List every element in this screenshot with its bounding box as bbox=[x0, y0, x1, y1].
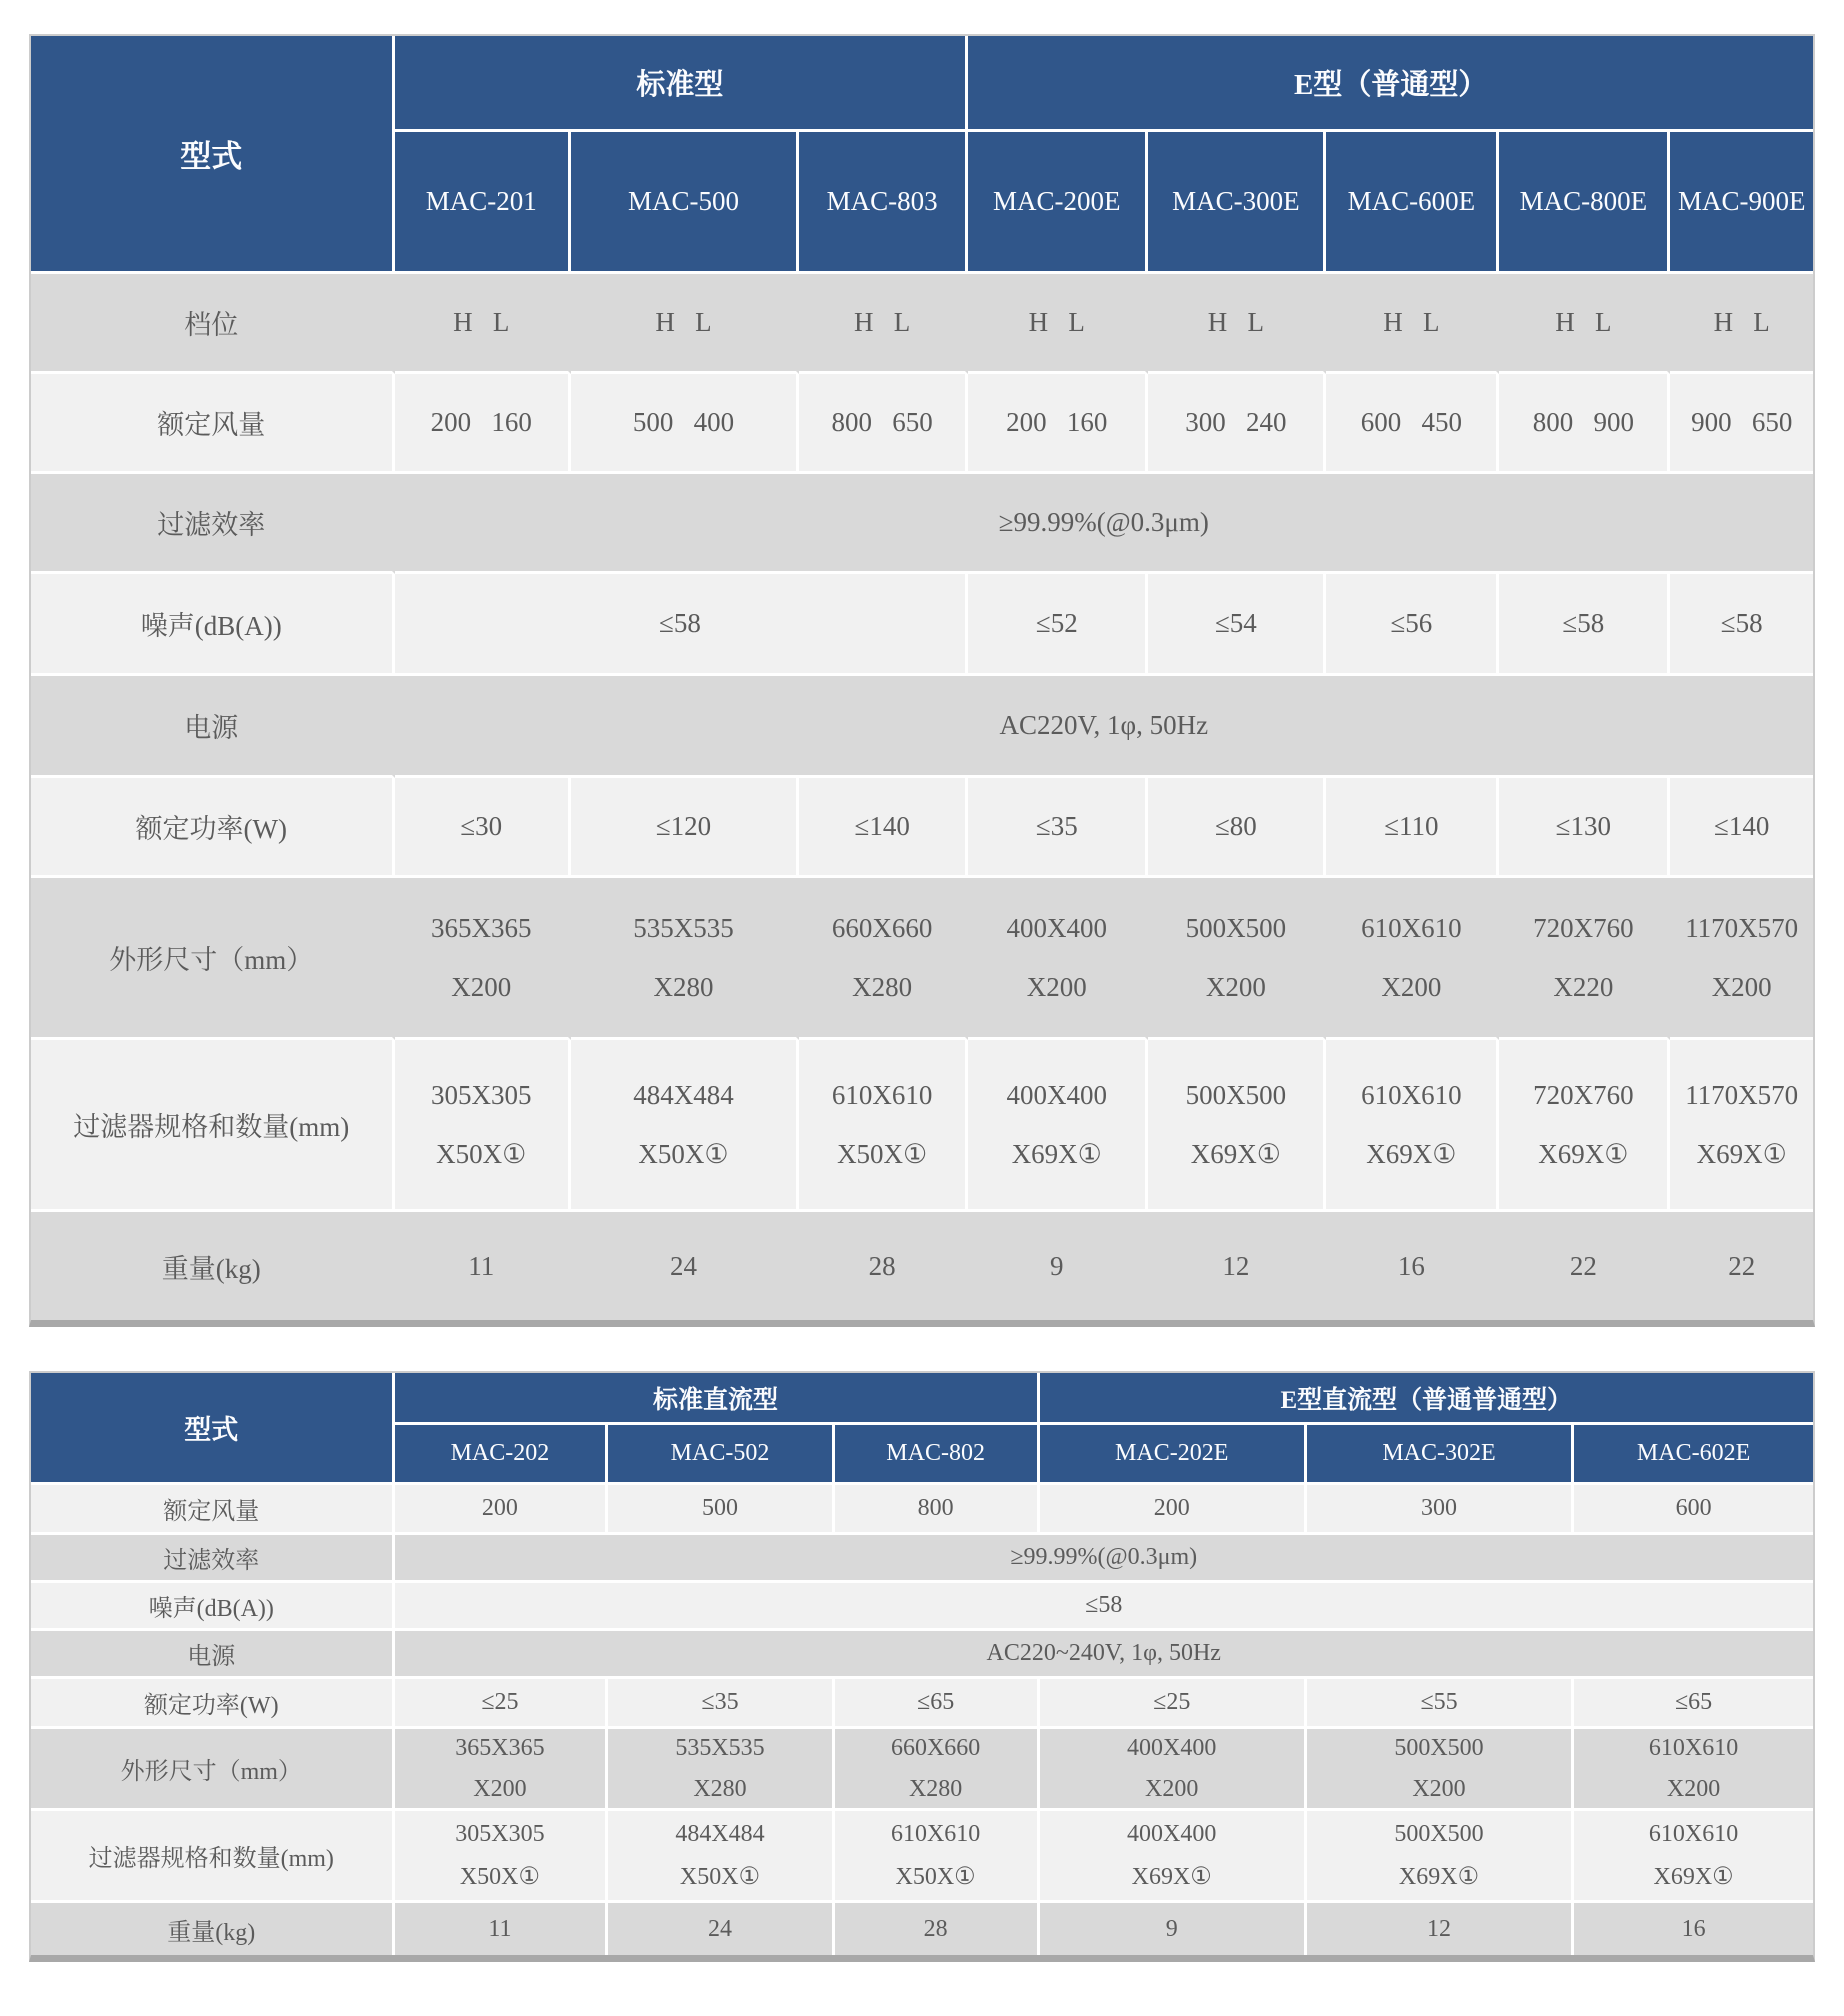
row-gear bbox=[31, 274, 1813, 374]
spec-cell-merged: ≤58 bbox=[395, 574, 969, 676]
row-label: 过滤器规格和数量(mm) bbox=[31, 1040, 395, 1212]
spec-cell: ≤140 bbox=[1670, 778, 1813, 878]
group-header-standard-dc: 标准直流型 bbox=[395, 1373, 1040, 1425]
spec-cell: 1170X570 X200 bbox=[1670, 878, 1813, 1040]
spec-cell: ≤80 bbox=[1148, 778, 1326, 878]
spec-cell: 800 650 bbox=[799, 374, 968, 474]
spec-cell: 365X365 X200 bbox=[395, 878, 571, 1040]
spec-cell: H L bbox=[571, 274, 799, 374]
spec-cell: H L bbox=[1670, 274, 1813, 374]
row-label: 额定功率(W) bbox=[31, 1679, 395, 1729]
spec-cell: ≤120 bbox=[571, 778, 799, 878]
spec-cell: ≤110 bbox=[1326, 778, 1499, 878]
spec-cell: ≤130 bbox=[1499, 778, 1670, 878]
spec-cell: 400X400 X69X① bbox=[1040, 1811, 1307, 1903]
model-header: MAC-800E bbox=[1499, 132, 1670, 274]
spec-cell: 400X400 X200 bbox=[968, 878, 1148, 1040]
spec-cell-merged: AC220V, 1φ, 50Hz bbox=[395, 676, 1813, 778]
spec-cell: 610X610 X50X① bbox=[835, 1811, 1040, 1903]
corner-type-header: 型式 bbox=[31, 1373, 395, 1485]
spec-cell: 500X500 X200 bbox=[1307, 1729, 1574, 1811]
spec-cell: 500X500 X200 bbox=[1148, 878, 1326, 1040]
spec-cell: H L bbox=[1148, 274, 1326, 374]
spec-cell: ≤52 bbox=[968, 574, 1148, 676]
group-header-row bbox=[31, 1373, 1813, 1425]
spec-cell: ≤25 bbox=[395, 1679, 609, 1729]
spec-cell: 484X484 X50X① bbox=[608, 1811, 834, 1903]
spec-cell: ≤54 bbox=[1148, 574, 1326, 676]
spec-cell: 660X660 X280 bbox=[799, 878, 968, 1040]
row-rated-power bbox=[31, 778, 1813, 878]
spec-cell: 610X610 X69X① bbox=[1326, 1040, 1499, 1212]
spec-table-dc-models bbox=[29, 1371, 1815, 1962]
model-header: MAC-802 bbox=[835, 1425, 1040, 1485]
row-noise bbox=[31, 1583, 1813, 1631]
model-header: MAC-900E bbox=[1670, 132, 1813, 274]
spec-cell: 12 bbox=[1307, 1903, 1574, 1955]
spec-cell: 900 650 bbox=[1670, 374, 1813, 474]
spec-cell: 600 bbox=[1574, 1485, 1813, 1535]
spec-cell: 500 400 bbox=[571, 374, 799, 474]
spec-cell: 16 bbox=[1574, 1903, 1813, 1955]
spec-cell: ≤65 bbox=[1574, 1679, 1813, 1729]
group-header-standard: 标准型 bbox=[395, 36, 969, 132]
row-filter-spec-quantity bbox=[31, 1811, 1813, 1903]
spec-cell: ≤30 bbox=[395, 778, 571, 878]
spec-cell: 12 bbox=[1148, 1212, 1326, 1320]
spec-cell: ≤25 bbox=[1040, 1679, 1307, 1729]
spec-cell: 28 bbox=[799, 1212, 968, 1320]
spec-cell-merged: ≥99.99%(@0.3μm) bbox=[395, 474, 1813, 574]
group-header-e-type: E型（普通型） bbox=[968, 36, 1813, 132]
spec-cell: 720X760 X69X① bbox=[1499, 1040, 1670, 1212]
spec-cell: H L bbox=[1499, 274, 1670, 374]
row-dimensions bbox=[31, 1729, 1813, 1811]
row-label: 档位 bbox=[31, 274, 395, 374]
spec-cell: 11 bbox=[395, 1903, 609, 1955]
row-power-supply bbox=[31, 1631, 1813, 1679]
spec-cell: 305X305 X50X① bbox=[395, 1040, 571, 1212]
spec-cell: 11 bbox=[395, 1212, 571, 1320]
row-label: 重量(kg) bbox=[31, 1212, 395, 1320]
row-label: 过滤效率 bbox=[31, 474, 395, 574]
row-label: 噪声(dB(A)) bbox=[31, 1583, 395, 1631]
spec-cell: 400X400 X200 bbox=[1040, 1729, 1307, 1811]
row-label: 外形尺寸（mm） bbox=[31, 878, 395, 1040]
spec-cell: 800 900 bbox=[1499, 374, 1670, 474]
row-label: 电源 bbox=[31, 1631, 395, 1679]
spec-cell: 300 bbox=[1307, 1485, 1574, 1535]
spec-cell: H L bbox=[1326, 274, 1499, 374]
row-filter-efficiency bbox=[31, 1535, 1813, 1583]
spec-cell: 22 bbox=[1670, 1212, 1813, 1320]
spec-cell: 200 160 bbox=[395, 374, 571, 474]
spec-cell: 535X535 X280 bbox=[571, 878, 799, 1040]
group-header-row bbox=[31, 36, 1813, 132]
spec-cell: 535X535 X280 bbox=[608, 1729, 834, 1811]
row-rated-airflow bbox=[31, 374, 1813, 474]
spec-cell: 305X305 X50X① bbox=[395, 1811, 609, 1903]
row-rated-airflow bbox=[31, 1485, 1813, 1535]
spec-cell: 24 bbox=[608, 1903, 834, 1955]
model-header: MAC-502 bbox=[608, 1425, 834, 1485]
row-label: 外形尺寸（mm） bbox=[31, 1729, 395, 1811]
row-weight bbox=[31, 1903, 1813, 1955]
model-header: MAC-803 bbox=[799, 132, 968, 274]
spec-cell-merged: AC220~240V, 1φ, 50Hz bbox=[395, 1631, 1813, 1679]
row-label: 重量(kg) bbox=[31, 1903, 395, 1955]
spec-cell: 365X365 X200 bbox=[395, 1729, 609, 1811]
model-header: MAC-202E bbox=[1040, 1425, 1307, 1485]
spec-cell: 660X660 X280 bbox=[835, 1729, 1040, 1811]
spec-cell: 1170X570 X69X① bbox=[1670, 1040, 1813, 1212]
spec-cell: H L bbox=[968, 274, 1148, 374]
model-header: MAC-200E bbox=[968, 132, 1148, 274]
spec-cell: 28 bbox=[835, 1903, 1040, 1955]
spec-cell-merged: ≤58 bbox=[395, 1583, 1813, 1631]
spec-cell: H L bbox=[799, 274, 968, 374]
spec-cell: ≤56 bbox=[1326, 574, 1499, 676]
spec-cell: 9 bbox=[1040, 1903, 1307, 1955]
row-label: 额定风量 bbox=[31, 374, 395, 474]
spec-cell: ≤65 bbox=[835, 1679, 1040, 1729]
spec-cell: 610X610 X69X① bbox=[1574, 1811, 1813, 1903]
row-label: 过滤器规格和数量(mm) bbox=[31, 1811, 395, 1903]
spec-cell: 484X484 X50X① bbox=[571, 1040, 799, 1212]
row-label: 电源 bbox=[31, 676, 395, 778]
spec-cell: H L bbox=[395, 274, 571, 374]
spec-cell: 400X400 X69X① bbox=[968, 1040, 1148, 1212]
model-header: MAC-500 bbox=[571, 132, 799, 274]
row-noise bbox=[31, 574, 1813, 676]
spec-cell: 200 160 bbox=[968, 374, 1148, 474]
row-weight bbox=[31, 1212, 1813, 1320]
model-header: MAC-202 bbox=[395, 1425, 609, 1485]
model-header: MAC-602E bbox=[1574, 1425, 1813, 1485]
spec-cell: ≤35 bbox=[608, 1679, 834, 1729]
spec-cell: 800 bbox=[835, 1485, 1040, 1535]
corner-type-header: 型式 bbox=[31, 36, 395, 274]
row-label: 过滤效率 bbox=[31, 1535, 395, 1583]
spec-cell: ≤140 bbox=[799, 778, 968, 878]
spec-cell: 500 bbox=[608, 1485, 834, 1535]
spec-cell: ≤58 bbox=[1499, 574, 1670, 676]
spec-cell-merged: ≥99.99%(@0.3μm) bbox=[395, 1535, 1813, 1583]
spec-cell: ≤58 bbox=[1670, 574, 1813, 676]
row-power-supply bbox=[31, 676, 1813, 778]
spec-cell: 200 bbox=[395, 1485, 609, 1535]
spec-cell: 610X610 X200 bbox=[1326, 878, 1499, 1040]
model-header: MAC-302E bbox=[1307, 1425, 1574, 1485]
spec-cell: 610X610 X50X① bbox=[799, 1040, 968, 1212]
spec-cell: ≤55 bbox=[1307, 1679, 1574, 1729]
model-header: MAC-600E bbox=[1326, 132, 1499, 274]
spec-cell: 16 bbox=[1326, 1212, 1499, 1320]
row-label: 噪声(dB(A)) bbox=[31, 574, 395, 676]
row-label: 额定功率(W) bbox=[31, 778, 395, 878]
spec-cell: 300 240 bbox=[1148, 374, 1326, 474]
spec-cell: 720X760 X220 bbox=[1499, 878, 1670, 1040]
row-dimensions bbox=[31, 878, 1813, 1040]
model-header: MAC-201 bbox=[395, 132, 571, 274]
spec-cell: 9 bbox=[968, 1212, 1148, 1320]
spec-cell: 500X500 X69X① bbox=[1148, 1040, 1326, 1212]
spec-cell: 22 bbox=[1499, 1212, 1670, 1320]
spec-cell: 24 bbox=[571, 1212, 799, 1320]
model-header: MAC-300E bbox=[1148, 132, 1326, 274]
spec-cell: 600 450 bbox=[1326, 374, 1499, 474]
spec-table-ac-models bbox=[29, 34, 1815, 1327]
spec-cell: 500X500 X69X① bbox=[1307, 1811, 1574, 1903]
spec-cell: 200 bbox=[1040, 1485, 1307, 1535]
row-rated-power bbox=[31, 1679, 1813, 1729]
group-header-e-type-dc: E型直流型（普通普通型） bbox=[1040, 1373, 1813, 1425]
row-filter-efficiency bbox=[31, 474, 1813, 574]
spec-cell: ≤35 bbox=[968, 778, 1148, 878]
row-filter-spec-quantity bbox=[31, 1040, 1813, 1212]
spec-cell: 610X610 X200 bbox=[1574, 1729, 1813, 1811]
row-label: 额定风量 bbox=[31, 1485, 395, 1535]
